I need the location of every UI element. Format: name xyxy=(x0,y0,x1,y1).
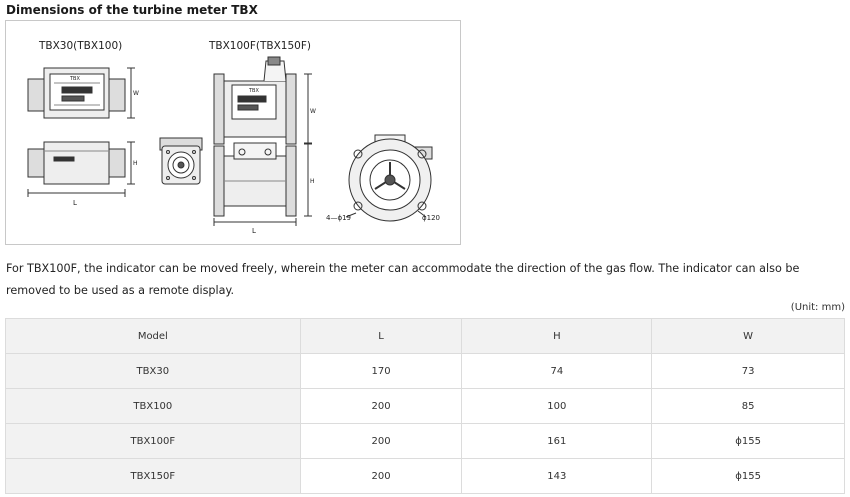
meter-name-left: TBX xyxy=(70,76,80,82)
label-tbx100f-tbx150f: TBX100F(TBX150F) xyxy=(209,40,311,52)
cell-l: 200 xyxy=(300,459,462,494)
hole-spec-label: 4—ϕ19 xyxy=(326,214,351,222)
cell-l: 200 xyxy=(300,389,462,424)
table-row xyxy=(6,354,845,389)
cell-model: TBX30 xyxy=(6,354,301,389)
unit-label: (Unit: mm) xyxy=(790,302,845,313)
tbx100f-side-view xyxy=(214,143,315,235)
cell-w: 85 xyxy=(652,389,845,424)
cell-h: 74 xyxy=(462,354,652,389)
page-heading: Dimensions of the turbine meter TBX xyxy=(6,3,258,17)
table-row xyxy=(6,424,845,459)
cell-h: 143 xyxy=(462,459,652,494)
dim-l-left: L xyxy=(73,199,77,207)
cell-model: TBX150F xyxy=(6,459,301,494)
table-row xyxy=(6,459,845,494)
table-header-row xyxy=(6,319,845,354)
dim-h-left: H xyxy=(133,160,138,167)
cell-l: 200 xyxy=(300,424,462,459)
dim-l-right: L xyxy=(252,227,256,235)
cell-w: 73 xyxy=(652,354,845,389)
cell-model: TBX100F xyxy=(6,424,301,459)
cell-h: 100 xyxy=(462,389,652,424)
tbx100f-top-view xyxy=(214,57,316,144)
dim-w-left: W xyxy=(133,90,139,97)
tbx30-side-view xyxy=(28,142,138,207)
dim-w-right: W xyxy=(310,108,316,115)
cell-w: ϕ155 xyxy=(652,424,845,459)
pitch-diameter-label: ϕ120 xyxy=(422,214,440,222)
dim-h-right: H xyxy=(310,178,315,185)
meter-name-right: TBX xyxy=(249,88,259,94)
tbx100f-end-view xyxy=(326,135,440,222)
dimensions-table xyxy=(5,318,845,494)
cell-w: ϕ155 xyxy=(652,459,845,494)
header-l: L xyxy=(300,319,462,354)
table-row xyxy=(6,389,845,424)
cell-h: 161 xyxy=(462,424,652,459)
description-paragraph: For TBX100F, the indicator can be moved freely, wherein the meter can accommodate the direction of the gas flow. The indicator can also be removed to be used as a remote display. xyxy=(6,262,800,297)
header-w: W xyxy=(652,319,845,354)
header-model: Model xyxy=(6,319,301,354)
cell-l: 170 xyxy=(300,354,462,389)
label-tbx30-tbx100: TBX30(TBX100) xyxy=(39,40,123,52)
cell-model: TBX100 xyxy=(6,389,301,424)
header-h: H xyxy=(462,319,652,354)
dimension-drawing xyxy=(5,20,461,245)
tbx30-end-view xyxy=(160,138,202,184)
tbx30-top-view xyxy=(28,68,139,118)
